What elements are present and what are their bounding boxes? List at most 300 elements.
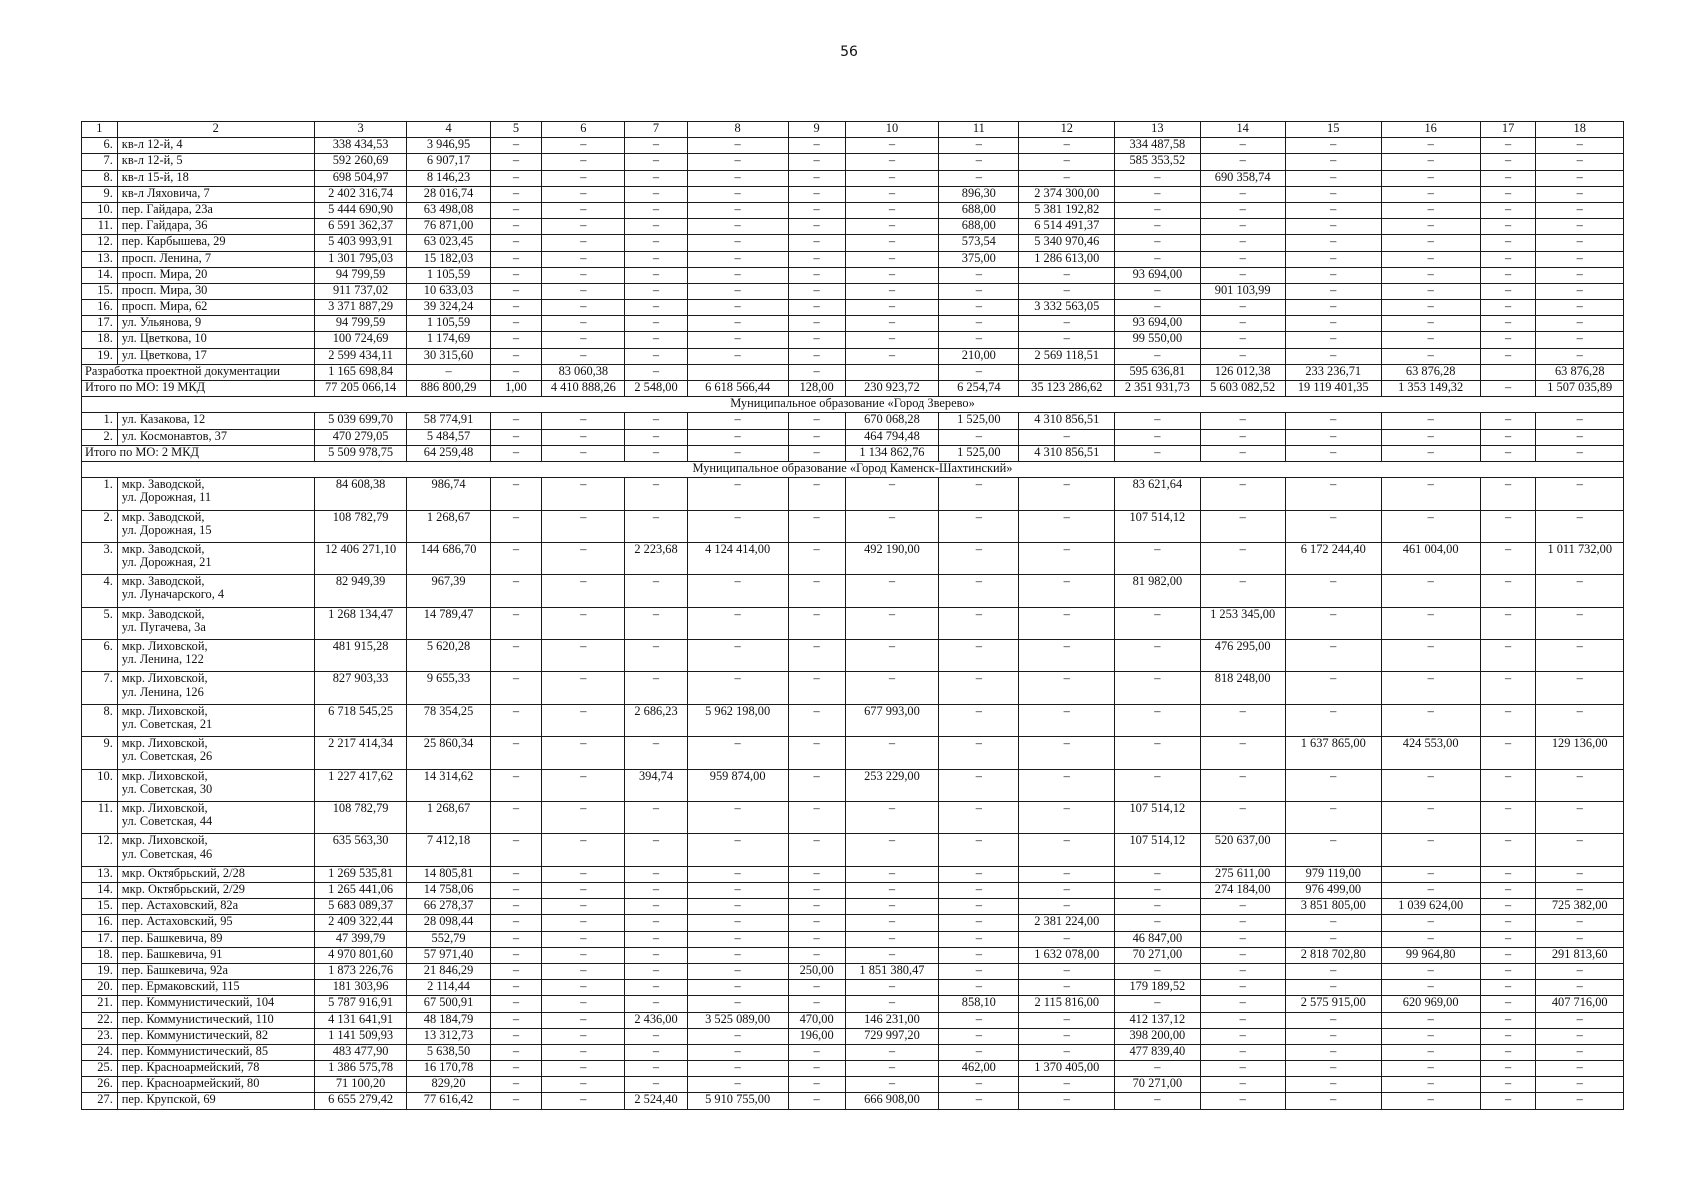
table-cell: 10 633,03: [407, 283, 490, 299]
table-cell: –: [845, 899, 939, 915]
table-cell: 63 876,28: [1381, 364, 1480, 380]
column-number-cell: 13: [1115, 122, 1200, 138]
table-cell: 144 686,70: [407, 542, 490, 574]
table-cell: –: [687, 332, 788, 348]
table-cell: –: [788, 704, 845, 736]
column-number-cell: 16: [1381, 122, 1480, 138]
table-cell: –: [490, 283, 542, 299]
table-cell: 5 638,50: [407, 1044, 490, 1060]
table-cell: 2 524,40: [625, 1093, 687, 1109]
table-cell: 976 499,00: [1285, 883, 1381, 899]
row-number: 4.: [82, 575, 118, 607]
table-cell: –: [687, 607, 788, 639]
address-cell: мкр. Лиховской, ул. Советская, 26: [117, 737, 314, 769]
table-cell: –: [1200, 235, 1285, 251]
table-cell: –: [490, 802, 542, 834]
table-cell: –: [687, 866, 788, 882]
address-cell: пер. Гайдара, 36: [117, 219, 314, 235]
table-cell: –: [1285, 834, 1381, 866]
summary-row: [82, 364, 1624, 380]
address-cell: пер. Красноармейский, 80: [117, 1077, 314, 1093]
table-cell: –: [687, 445, 788, 461]
table-cell: –: [1019, 283, 1115, 299]
table-cell: –: [845, 235, 939, 251]
table-cell: –: [788, 931, 845, 947]
table-cell: –: [939, 332, 1019, 348]
table-cell: –: [542, 1093, 625, 1109]
table-cell: –: [1536, 672, 1624, 704]
table-cell: –: [1200, 1028, 1285, 1044]
table-cell: –: [1019, 607, 1115, 639]
table-cell: 1 253 345,00: [1200, 607, 1285, 639]
table-cell: –: [625, 478, 687, 510]
table-cell: 725 382,00: [1536, 899, 1624, 915]
table-row: [82, 802, 1624, 834]
table-cell: –: [788, 866, 845, 882]
table-cell: 2 686,23: [625, 704, 687, 736]
table-cell: –: [1019, 542, 1115, 574]
table-cell: 6 172 244,40: [1285, 542, 1381, 574]
table-cell: –: [939, 575, 1019, 607]
table-row: [82, 996, 1624, 1012]
table-cell: –: [1285, 348, 1381, 364]
table-cell: –: [1115, 996, 1200, 1012]
table-cell: –: [1285, 607, 1381, 639]
table-row: [82, 704, 1624, 736]
table-cell: 552,79: [407, 931, 490, 947]
table-cell: 8 146,23: [407, 170, 490, 186]
table-cell: –: [687, 737, 788, 769]
table-cell: 14 314,62: [407, 769, 490, 801]
table-cell: –: [1115, 186, 1200, 202]
table-row: [82, 154, 1624, 170]
row-number: 2.: [82, 429, 118, 445]
table-cell: –: [1480, 1028, 1536, 1044]
table-cell: –: [1381, 963, 1480, 979]
table-cell: –: [542, 170, 625, 186]
table-cell: –: [845, 138, 939, 154]
table-cell: 64 259,48: [407, 445, 490, 461]
address-cell: ул. Цветкова, 17: [117, 348, 314, 364]
address-cell: кв-л 12-й, 5: [117, 154, 314, 170]
table-cell: 1 105,59: [407, 316, 490, 332]
table-cell: 483 477,90: [314, 1044, 407, 1060]
table-cell: 5 787 916,91: [314, 996, 407, 1012]
table-row: [82, 947, 1624, 963]
table-cell: –: [687, 899, 788, 915]
table-cell: 77 205 066,14: [314, 381, 407, 397]
table-cell: –: [845, 866, 939, 882]
table-cell: –: [788, 170, 845, 186]
page-number: 56: [840, 44, 858, 60]
column-number-cell: 18: [1536, 122, 1624, 138]
table-cell: –: [1536, 510, 1624, 542]
table-cell: –: [788, 607, 845, 639]
table-cell: –: [1480, 704, 1536, 736]
table-cell: –: [625, 332, 687, 348]
table-cell: –: [1115, 866, 1200, 882]
table-cell: –: [490, 1028, 542, 1044]
table-cell: –: [1019, 316, 1115, 332]
table-cell: –: [845, 332, 939, 348]
table-cell: 1 637 865,00: [1285, 737, 1381, 769]
table-cell: –: [1019, 267, 1115, 283]
address-cell: пер. Коммунистический, 110: [117, 1012, 314, 1028]
table-cell: –: [939, 963, 1019, 979]
table-cell: –: [687, 931, 788, 947]
table-cell: –: [1019, 640, 1115, 672]
table-cell: –: [625, 883, 687, 899]
address-cell: мкр. Лиховской, ул. Ленина, 122: [117, 640, 314, 672]
table-cell: 670 068,28: [845, 413, 939, 429]
table-cell: –: [1381, 640, 1480, 672]
table-cell: –: [1115, 607, 1200, 639]
table-cell: –: [1019, 1044, 1115, 1060]
table-cell: 15 182,03: [407, 251, 490, 267]
table-row: [82, 1077, 1624, 1093]
summary-label: Разработка проектной документации: [82, 364, 315, 380]
table-cell: –: [788, 219, 845, 235]
table-cell: 5 620,28: [407, 640, 490, 672]
row-number: 13.: [82, 866, 118, 882]
table-cell: –: [1115, 283, 1200, 299]
table-cell: –: [1381, 235, 1480, 251]
row-number: 19.: [82, 348, 118, 364]
table-cell: 829,20: [407, 1077, 490, 1093]
table-cell: –: [1285, 640, 1381, 672]
table-cell: –: [845, 348, 939, 364]
table-cell: –: [542, 154, 625, 170]
table-cell: –: [1480, 138, 1536, 154]
table-cell: –: [1285, 915, 1381, 931]
table-cell: –: [1381, 1061, 1480, 1077]
section-title: Муниципальное образование «Город Каменск-Шахтинский»: [82, 461, 1624, 477]
table-cell: –: [845, 883, 939, 899]
table-row: [82, 219, 1624, 235]
table-cell: –: [845, 170, 939, 186]
table-cell: –: [542, 1044, 625, 1060]
row-number: 14.: [82, 267, 118, 283]
table-cell: –: [939, 1028, 1019, 1044]
row-number: 2.: [82, 510, 118, 542]
table-cell: 3 851 805,00: [1285, 899, 1381, 915]
table-cell: 14 758,06: [407, 883, 490, 899]
table-cell: –: [490, 1012, 542, 1028]
table-cell: –: [1285, 510, 1381, 542]
table-cell: –: [490, 996, 542, 1012]
table-cell: –: [687, 640, 788, 672]
table-row: [82, 769, 1624, 801]
table-cell: –: [1019, 769, 1115, 801]
address-cell: пер. Башкевича, 89: [117, 931, 314, 947]
address-cell: мкр. Лиховской, ул. Ленина, 126: [117, 672, 314, 704]
table-cell: 1 174,69: [407, 332, 490, 348]
table-cell: –: [490, 413, 542, 429]
table-cell: –: [1381, 834, 1480, 866]
table-cell: –: [687, 283, 788, 299]
table-cell: –: [788, 1093, 845, 1109]
table-row: [82, 672, 1624, 704]
address-cell: пер. Крупской, 69: [117, 1093, 314, 1109]
table-cell: 6 907,17: [407, 154, 490, 170]
table-cell: –: [687, 478, 788, 510]
table-cell: –: [1019, 834, 1115, 866]
table-row: [82, 202, 1624, 218]
table-cell: –: [1115, 445, 1200, 461]
table-cell: 3 332 563,05: [1019, 300, 1115, 316]
table-cell: –: [1200, 186, 1285, 202]
table-cell: –: [845, 283, 939, 299]
table-cell: 275 611,00: [1200, 866, 1285, 882]
table-cell: –: [542, 899, 625, 915]
table-cell: –: [1115, 963, 1200, 979]
table-cell: –: [1285, 1077, 1381, 1093]
table-cell: 12 406 271,10: [314, 542, 407, 574]
table-cell: –: [845, 607, 939, 639]
table-cell: –: [625, 445, 687, 461]
row-number: 10.: [82, 769, 118, 801]
table-cell: –: [1381, 186, 1480, 202]
table-cell: –: [1536, 769, 1624, 801]
table-cell: –: [1536, 704, 1624, 736]
row-number: 12.: [82, 235, 118, 251]
table-cell: 84 608,38: [314, 478, 407, 510]
table-cell: 81 982,00: [1115, 575, 1200, 607]
summary-label: Итого по МО: 19 МКД: [82, 381, 315, 397]
table-cell: –: [1536, 186, 1624, 202]
table-cell: –: [1019, 704, 1115, 736]
table-cell: –: [625, 575, 687, 607]
row-number: 11.: [82, 219, 118, 235]
row-number: 6.: [82, 138, 118, 154]
table-cell: –: [542, 202, 625, 218]
table-cell: –: [1200, 1093, 1285, 1109]
row-number: 23.: [82, 1028, 118, 1044]
table-cell: 78 354,25: [407, 704, 490, 736]
table-cell: –: [1115, 769, 1200, 801]
table-cell: 1 851 380,47: [845, 963, 939, 979]
table-cell: –: [1536, 300, 1624, 316]
table-cell: –: [1200, 332, 1285, 348]
table-cell: –: [1480, 915, 1536, 931]
table-row: [82, 899, 1624, 915]
table-cell: –: [542, 348, 625, 364]
table-cell: –: [490, 186, 542, 202]
address-cell: мкр. Заводской, ул. Пугачева, 3а: [117, 607, 314, 639]
table-cell: 210,00: [939, 348, 1019, 364]
table-cell: 5 910 755,00: [687, 1093, 788, 1109]
table-cell: –: [788, 510, 845, 542]
table-cell: –: [687, 267, 788, 283]
address-cell: мкр. Лиховской, ул. Советская, 30: [117, 769, 314, 801]
table-cell: 334 487,58: [1115, 138, 1200, 154]
table-cell: –: [625, 1028, 687, 1044]
table-row: [82, 235, 1624, 251]
table-cell: –: [1480, 542, 1536, 574]
row-number: 18.: [82, 947, 118, 963]
table-cell: –: [542, 866, 625, 882]
table-cell: –: [939, 980, 1019, 996]
table-cell: –: [1019, 883, 1115, 899]
table-cell: 71 100,20: [314, 1077, 407, 1093]
table-cell: –: [1480, 186, 1536, 202]
table-cell: –: [845, 478, 939, 510]
table-cell: –: [490, 883, 542, 899]
table-cell: 585 353,52: [1115, 154, 1200, 170]
table-cell: –: [788, 980, 845, 996]
address-cell: ул. Цветкова, 10: [117, 332, 314, 348]
table-cell: –: [1285, 283, 1381, 299]
address-cell: пер. Ермаковский, 115: [117, 980, 314, 996]
table-cell: 63 498,08: [407, 202, 490, 218]
table-cell: –: [845, 300, 939, 316]
table-cell: –: [845, 640, 939, 672]
row-number: 9.: [82, 737, 118, 769]
table-cell: –: [939, 316, 1019, 332]
table-cell: –: [1381, 251, 1480, 267]
table-cell: 146 231,00: [845, 1012, 939, 1028]
table-cell: –: [1536, 1061, 1624, 1077]
table-cell: –: [1285, 963, 1381, 979]
row-number: 18.: [82, 332, 118, 348]
table-cell: –: [687, 154, 788, 170]
table-cell: –: [1536, 413, 1624, 429]
table-cell: –: [788, 413, 845, 429]
table-cell: 635 563,30: [314, 834, 407, 866]
row-number: 7.: [82, 154, 118, 170]
table-cell: –: [788, 802, 845, 834]
table-cell: 6 618 566,44: [687, 381, 788, 397]
table-cell: –: [939, 737, 1019, 769]
table-cell: –: [687, 510, 788, 542]
row-number: 8.: [82, 704, 118, 736]
table-cell: –: [687, 413, 788, 429]
table-cell: –: [1381, 575, 1480, 607]
table-cell: 896,30: [939, 186, 1019, 202]
row-number: 20.: [82, 980, 118, 996]
table-cell: –: [845, 996, 939, 1012]
table-cell: [687, 364, 788, 380]
table-cell: 39 324,24: [407, 300, 490, 316]
table-cell: –: [1019, 899, 1115, 915]
table-cell: –: [1381, 607, 1480, 639]
table-cell: –: [625, 316, 687, 332]
table-cell: –: [490, 267, 542, 283]
table-cell: 14 805,81: [407, 866, 490, 882]
table-cell: –: [625, 202, 687, 218]
table-cell: 477 839,40: [1115, 1044, 1200, 1060]
table-cell: –: [625, 364, 687, 380]
table-cell: –: [1536, 170, 1624, 186]
table-cell: –: [490, 429, 542, 445]
address-cell: просп. Мира, 62: [117, 300, 314, 316]
table-cell: –: [1200, 316, 1285, 332]
table-cell: –: [625, 1061, 687, 1077]
column-number-row: [82, 122, 1624, 138]
table-cell: –: [845, 154, 939, 170]
table-cell: –: [1200, 219, 1285, 235]
table-cell: 14 789,47: [407, 607, 490, 639]
address-cell: пер. Коммунистический, 82: [117, 1028, 314, 1044]
table-row: [82, 607, 1624, 639]
table-cell: 1 268 134,47: [314, 607, 407, 639]
table-cell: –: [788, 834, 845, 866]
table-cell: 407 716,00: [1536, 996, 1624, 1012]
table-cell: 911 737,02: [314, 283, 407, 299]
table-row: [82, 429, 1624, 445]
table-cell: 48 184,79: [407, 1012, 490, 1028]
table-cell: –: [1285, 332, 1381, 348]
table-cell: –: [1536, 348, 1624, 364]
table-cell: –: [788, 478, 845, 510]
table-cell: –: [542, 332, 625, 348]
table-cell: –: [1480, 170, 1536, 186]
table-cell: –: [542, 251, 625, 267]
table-cell: 94 799,59: [314, 267, 407, 283]
table-cell: –: [1480, 316, 1536, 332]
table-cell: –: [625, 931, 687, 947]
table-cell: 1 011 732,00: [1536, 542, 1624, 574]
table-cell: –: [1480, 947, 1536, 963]
table-cell: –: [1115, 429, 1200, 445]
table-cell: –: [788, 186, 845, 202]
table-cell: –: [1381, 413, 1480, 429]
table-cell: 1 227 417,62: [314, 769, 407, 801]
table-cell: –: [1019, 332, 1115, 348]
column-number-cell: 15: [1285, 122, 1381, 138]
table-cell: 5 340 970,46: [1019, 235, 1115, 251]
table-cell: –: [687, 202, 788, 218]
table-cell: 464 794,48: [845, 429, 939, 445]
table-row: [82, 1044, 1624, 1060]
table-cell: –: [845, 802, 939, 834]
table-cell: 2 599 434,11: [314, 348, 407, 364]
table-cell: 107 514,12: [1115, 802, 1200, 834]
table-cell: 4 124 414,00: [687, 542, 788, 574]
table-cell: –: [1200, 267, 1285, 283]
table-cell: –: [939, 672, 1019, 704]
table-cell: –: [1285, 980, 1381, 996]
table-cell: –: [687, 316, 788, 332]
table-cell: –: [542, 672, 625, 704]
address-cell: пер. Башкевича, 91: [117, 947, 314, 963]
table-cell: 58 774,91: [407, 413, 490, 429]
address-cell: кв-л 12-й, 4: [117, 138, 314, 154]
table-cell: –: [788, 364, 845, 380]
table-cell: 93 694,00: [1115, 316, 1200, 332]
table-cell: –: [542, 915, 625, 931]
row-number: 6.: [82, 640, 118, 672]
table-cell: –: [687, 251, 788, 267]
table-cell: –: [1536, 1028, 1624, 1044]
table-cell: –: [687, 915, 788, 931]
table-cell: –: [1381, 704, 1480, 736]
table-row: [82, 640, 1624, 672]
table-cell: –: [687, 348, 788, 364]
address-cell: ул. Ульянова, 9: [117, 316, 314, 332]
table-cell: –: [1536, 802, 1624, 834]
table-cell: –: [1480, 575, 1536, 607]
table-cell: 77 616,42: [407, 1093, 490, 1109]
table-cell: –: [625, 283, 687, 299]
table-cell: –: [1480, 235, 1536, 251]
table-cell: –: [687, 834, 788, 866]
table-cell: –: [1200, 154, 1285, 170]
column-number-cell: 12: [1019, 122, 1115, 138]
table-cell: –: [542, 542, 625, 574]
column-number-cell: 1: [82, 122, 118, 138]
table-cell: 375,00: [939, 251, 1019, 267]
